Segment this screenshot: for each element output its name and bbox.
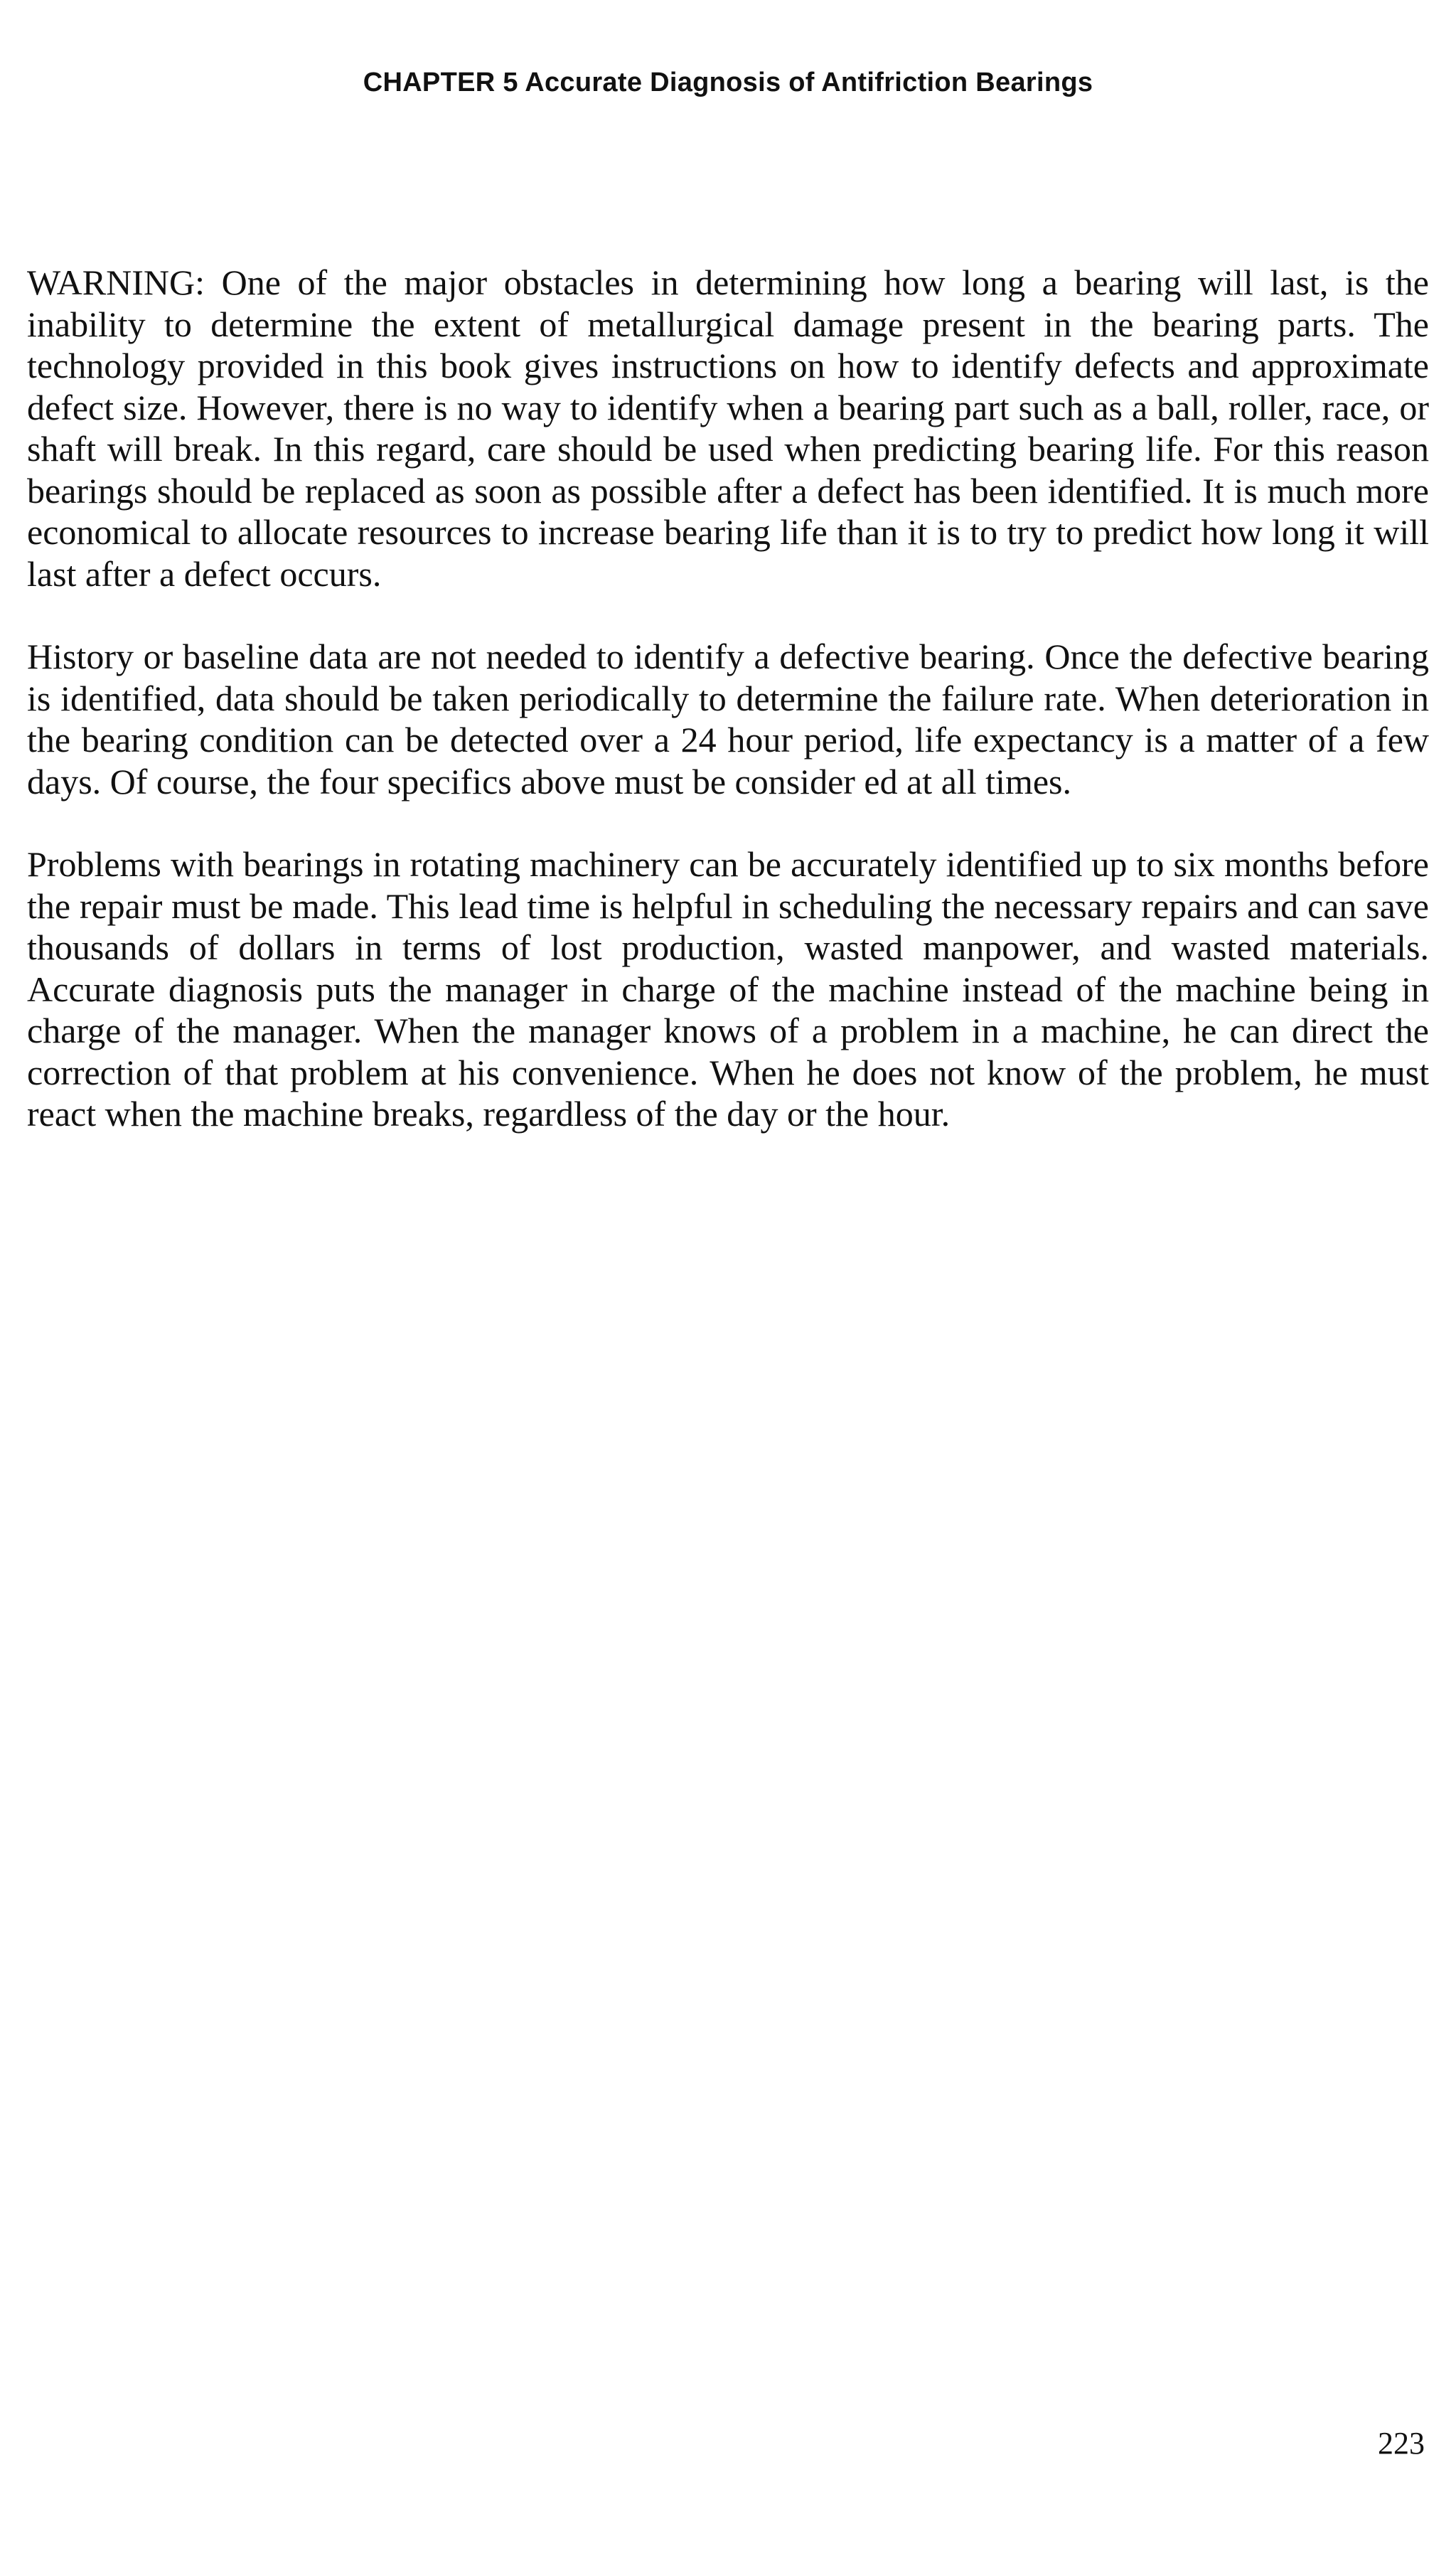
- running-head: CHAPTER 5 Accurate Diagnosis of Antifriction Bearings: [363, 68, 1093, 97]
- page-number: 223: [1378, 2426, 1425, 2461]
- warning-paragraph: WARNING: One of the major obstacles in determining how long a bearing will last, is the inability to determine the extent of metallurgical damage present in the bearing parts. The technology provided in this book gives instructions on how to identify defects and approximate defect size. However, there is no way to identify when a bearing part such as a ball, roller, race, or shaft will break. In this regard, care should be used when predicting bearing life. For this reason bearings should be replaced as soon as possible after a defect has been identified. It is much more economical to allocate resources to increase bearing life than it is to try to predict how long it will last after a defect occurs.: [27, 262, 1429, 594]
- baseline-data-paragraph: History or baseline data are not needed to identify a defective bearing. Once the defective bearing is identified, data should be taken periodically to determine the failure rate. When deterioration in the bearing condition can be detected over a 24 hour period, life expectancy is a matter of a few days. Of course, the four specifics above must be consider ed at all times.: [27, 637, 1429, 801]
- body-text: [27, 262, 1429, 1176]
- lead-time-paragraph: Problems with bearings in rotating machinery can be accurately identified up to six months before the repair must be made. This lead time is helpful in scheduling the necessary repairs and can save thousands of dollars in terms of lost production, wasted manpower, and wasted materials. Accurate diagnosis puts the manager in charge of the machine instead of the machine being in charge of the manager. When the manager knows of a problem in a machine, he can direct the correction of that problem at his convenience. When he does not know of the problem, he must react when the machine breaks, regardless of the day or the hour.: [27, 844, 1429, 1134]
